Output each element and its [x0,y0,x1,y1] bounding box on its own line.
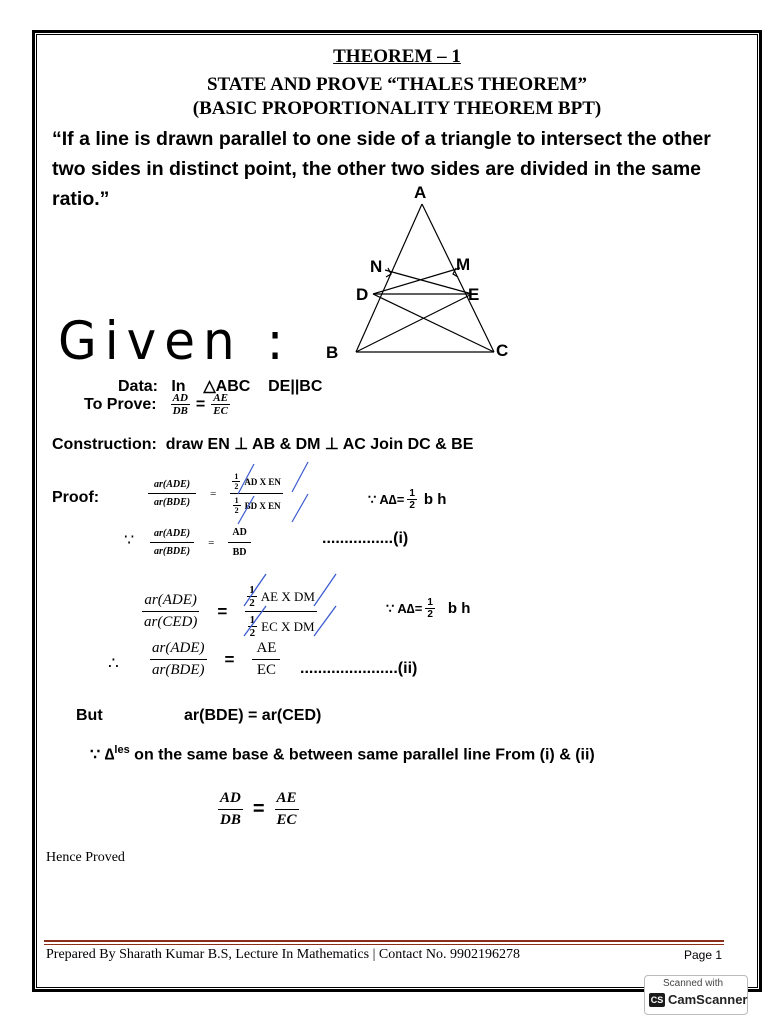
f2-lhs [150,528,194,557]
to-prove-num2: AE [213,392,228,404]
f2-rhs-den: BD [232,547,247,558]
final-rhs [275,790,299,829]
to-prove-den1: DB [172,405,188,417]
triangle-icon: △ [203,378,216,395]
cancel-strokes-1 [228,458,318,528]
segment-dm [373,268,460,294]
because-symbol: ∵ [124,532,135,549]
footer-rule-thin [44,944,724,945]
f3-lhs [142,592,199,631]
bpt-title: (BASIC PROPORTIONALITY THEOREM BPT) [192,98,602,119]
f4-rhs-num: AE [252,640,280,660]
label-d: D [356,285,369,304]
data-in: In [171,378,186,395]
final-lhs [218,790,243,829]
to-prove-rhs [211,392,230,417]
f4-rhs-den: EC [256,662,277,678]
footer-rule-thick [44,940,724,942]
f4-lhs [150,640,207,679]
since-area-2 [386,597,470,620]
final-eq: = [252,798,265,820]
label-m: M [456,255,471,274]
f1-rhs-den-two: 2 [234,506,239,515]
to-prove-label: To Prove: [84,395,157,413]
f2-rhs [228,527,250,558]
since1-half-num: 1 [409,488,415,499]
f2-eq: = [208,536,215,549]
to-prove-lhs [171,392,190,417]
f1-rhs-den-half: 1 [234,496,239,505]
final-den1: DB [220,812,241,828]
cancel-strokes-2 [236,572,346,638]
handwritten-given: Given : [58,310,292,372]
segment-be [356,294,472,352]
dots-ref-ii: ......................(ii) [300,660,418,677]
since2-half-num: 1 [427,597,433,608]
f3-rhs-num: AE X DM [260,588,315,604]
camscanner-logo-icon: CS [650,995,664,1005]
to-prove-den2: EC [213,405,228,417]
f1-rhs-den: BD X EN [244,500,281,511]
f4-rhs [252,640,280,679]
footer-credit: Prepared By Sharath Kumar B.S, Lecture In Mathematics | Contact No. 9902196278 [46,947,521,962]
since-area-1 [368,488,446,511]
f4-eq: = [224,649,235,669]
label-b: B [326,343,339,362]
f3-rhs-den-half: 1 [249,614,256,626]
data-parallel: DE||BC [268,378,323,395]
but-equation: ar(BDE) = ar(CED) [184,707,322,724]
f3-num: ar(ADE) [142,592,199,612]
camscanner-caption: Scanned with [663,978,724,989]
label-a: A [414,183,427,202]
proof-label: Proof: [52,489,100,506]
f1-rhs-num-two: 2 [234,482,239,491]
construction-text: draw EN ⊥ AB & DM ⊥ AC Join DC & BE [165,436,474,453]
since1-bh: b h [423,491,447,508]
hence-proved: Hence Proved [46,850,125,865]
f1-rhs-num: AD X EN [244,476,281,487]
proof-eq4 [150,640,280,679]
since2-text: ∵ A∆= [386,600,423,616]
f3-rhs-den-two: 2 [249,627,256,639]
f3-rhs-den: EC X DM [261,618,315,634]
reason-line [90,744,595,764]
therefore-symbol: ∴ [108,654,119,673]
since1-text: ∵ A∆= [368,491,405,507]
f2-den: ar(BDE) [154,546,191,557]
dots-ref-i: ................(i) [322,530,409,547]
f1-lhs [148,479,196,508]
since1-half-den: 2 [409,500,415,511]
f1-den: ar(BDE) [154,497,191,508]
camscanner-name: CamScanner [668,992,748,1007]
theorem-subtitle: STATE AND PROVE “THALES THEOREM” [206,74,588,95]
f1-eq: = [210,487,217,500]
f4-num: ar(ADE) [150,640,207,660]
reason-sup: les [114,744,130,756]
f3-eq: = [217,601,228,621]
theorem-statement: “If a line is drawn parallel to one side of a triangle to intersect the other two sides in distinct point, the other two sides are divided in the same ratio.” [52,128,711,210]
label-n: N [370,257,383,276]
since2-bh: b h [447,600,471,617]
proof-eq2 [150,527,251,558]
theorem-title: THEOREM – 1 [333,46,461,67]
data-triangle: ABC [215,378,251,395]
final-num1: AD [218,790,243,810]
f2-num: ar(ADE) [150,528,194,543]
to-prove-eq: = [195,395,206,413]
f3-rhs-num-half: 1 [249,584,255,596]
reason-pre: ∵ ∆ [90,746,115,764]
page-number: Page 1 [684,948,723,962]
f1-num: ar(ADE) [148,479,196,494]
final-result [218,790,299,829]
construction-line [52,434,473,454]
side-ac [422,204,494,352]
f3-rhs-num-two: 2 [249,597,255,609]
f3-den: ar(CED) [144,614,198,630]
since2-half-den: 2 [427,609,433,620]
final-num2: AE [275,790,299,810]
f4-den: ar(BDE) [152,662,205,678]
but-label: But [76,707,103,724]
construction-label: Construction: [52,436,157,453]
triangle-diagram [318,182,518,362]
label-e: E [468,285,480,304]
data-label: Data: [118,378,159,395]
reason-text: on the same base & between same parallel line From (i) & (ii) [129,746,595,764]
to-prove-line [84,392,230,417]
final-den2: EC [276,812,297,828]
label-c: C [496,341,509,360]
f2-rhs-num: AD [228,527,250,543]
to-prove-num1: AD [172,392,188,404]
f1-rhs-num-half: 1 [234,472,239,481]
